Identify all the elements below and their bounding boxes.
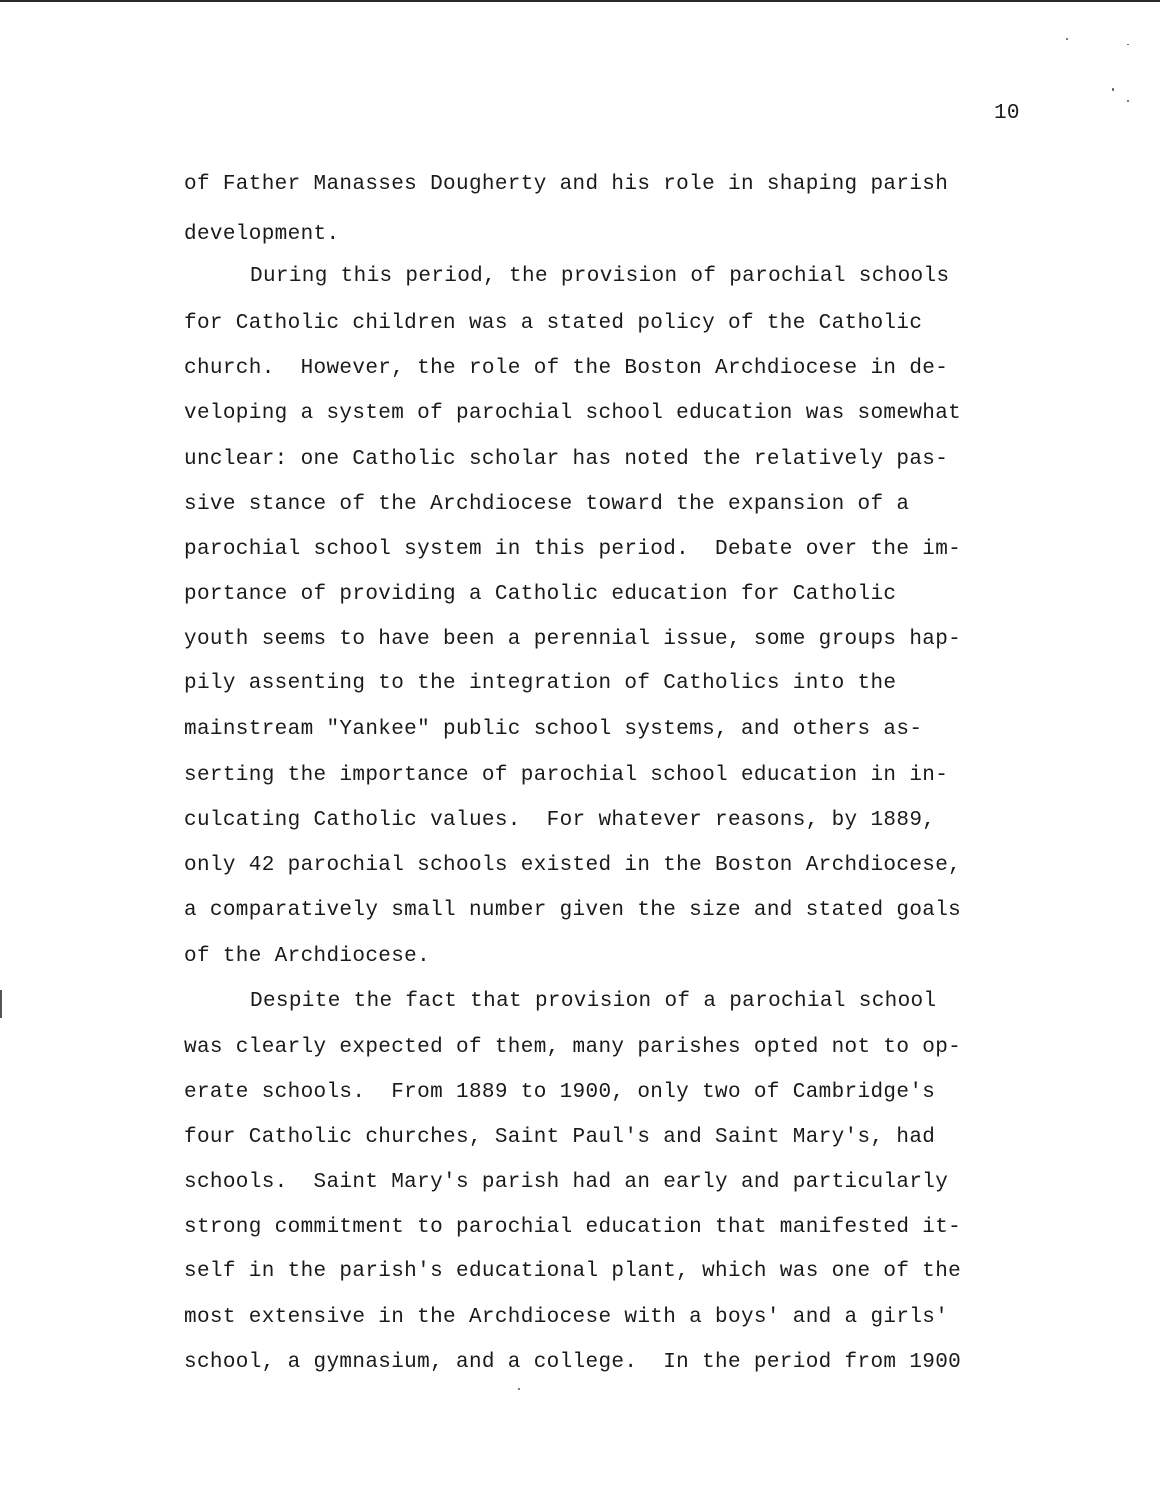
text-line: unclear: one Catholic scholar has noted the relatively pas-	[184, 448, 949, 471]
text-line: of Father Manasses Dougherty and his role in shaping parish	[184, 173, 949, 196]
scan-speck	[518, 1388, 520, 1390]
text-line: schools. Saint Mary's parish had an early and particularly	[184, 1171, 949, 1194]
text-line: culcating Catholic values. For whatever reasons, by 1889,	[184, 809, 936, 832]
text-line: veloping a system of parochial school education was somewhat	[184, 402, 962, 425]
paragraph-start-line: During this period, the provision of parochial schools	[250, 265, 950, 288]
text-line: of the Archdiocese.	[184, 945, 431, 968]
text-line: development.	[184, 223, 340, 246]
text-line: mainstream "Yankee" public school systems, and others as-	[184, 718, 923, 741]
text-line: most extensive in the Archdiocese with a boys' and a girls'	[184, 1306, 949, 1329]
text-line: strong commitment to parochial education that manifested it-	[184, 1216, 962, 1239]
scan-speck	[1127, 100, 1129, 102]
text-line: four Catholic churches, Saint Paul's and Saint Mary's, had	[184, 1126, 936, 1149]
text-line: church. However, the role of the Boston Archdiocese in de-	[184, 357, 949, 380]
text-line: only 42 parochial schools existed in the Boston Archdiocese,	[184, 854, 962, 877]
text-line: erate schools. From 1889 to 1900, only two of Cambridge's	[184, 1081, 936, 1104]
text-line: portance of providing a Catholic education for Catholic	[184, 583, 897, 606]
text-line: parochial school system in this period. Debate over the im-	[184, 538, 962, 561]
page-number: 10	[994, 102, 1020, 125]
text-line: for Catholic children was a stated policy of the Catholic	[184, 312, 923, 335]
text-line: was clearly expected of them, many parishes opted not to op-	[184, 1036, 962, 1059]
scan-top-edge	[0, 0, 1160, 2]
text-line: a comparatively small number given the size and stated goals	[184, 899, 962, 922]
text-line: self in the parish's educational plant, which was one of the	[184, 1260, 962, 1283]
scan-speck	[1127, 44, 1129, 45]
text-line: school, a gymnasium, and a college. In the period from 1900	[184, 1351, 962, 1374]
scan-speck	[1066, 38, 1068, 40]
text-line: serting the importance of parochial school education in in-	[184, 764, 949, 787]
scan-speck	[1112, 88, 1114, 91]
text-line: sive stance of the Archdiocese toward the expansion of a	[184, 493, 910, 516]
text-line: youth seems to have been a perennial issue, some groups hap-	[184, 628, 962, 651]
paragraph-start-line: Despite the fact that provision of a parochial school	[250, 990, 937, 1013]
scan-edge-mark	[0, 990, 2, 1018]
text-line: pily assenting to the integration of Catholics into the	[184, 672, 897, 695]
